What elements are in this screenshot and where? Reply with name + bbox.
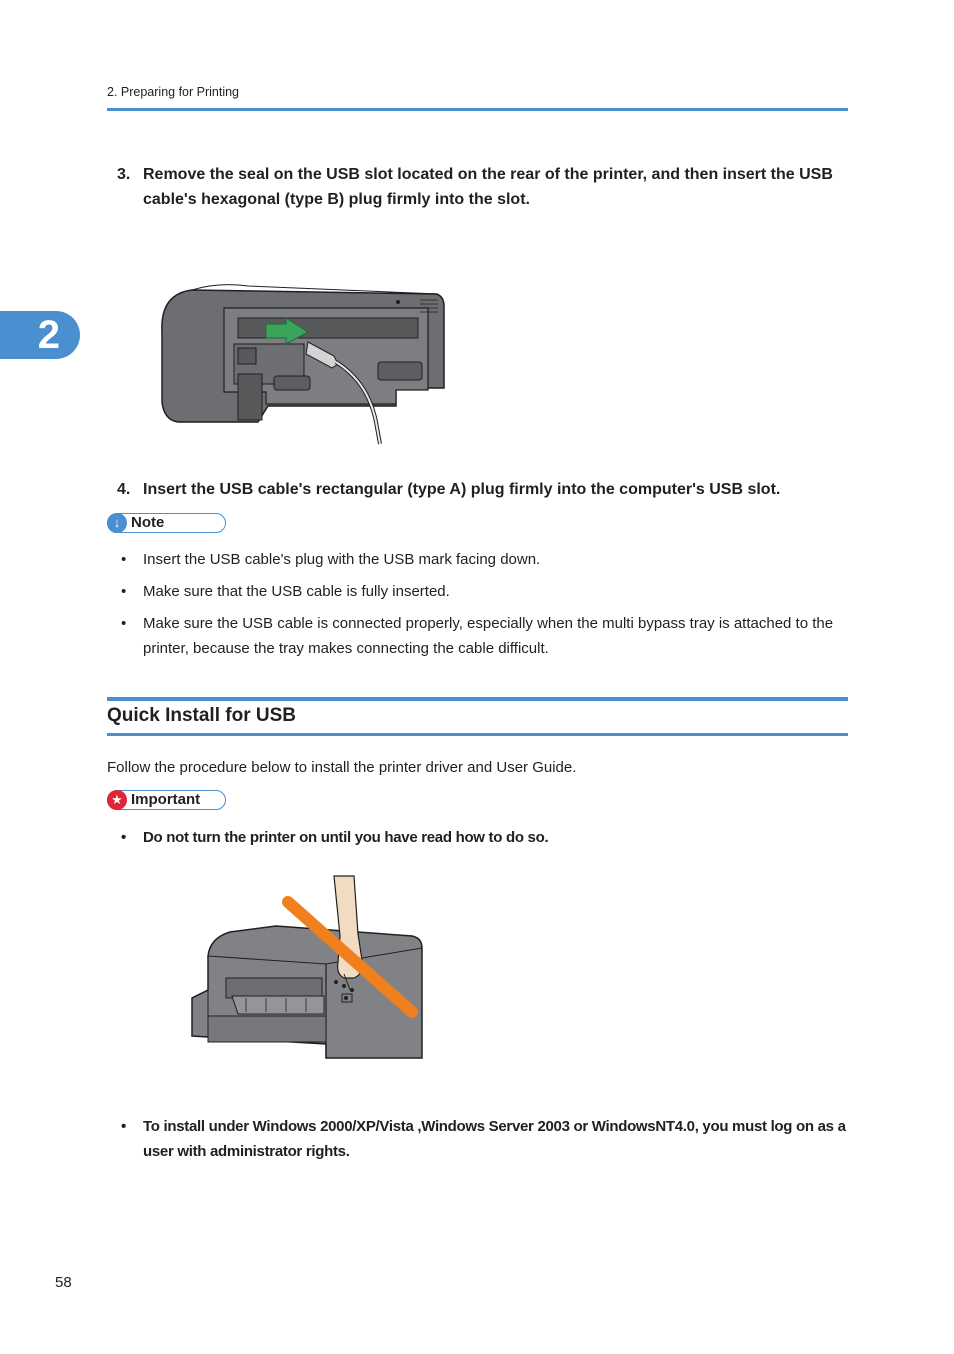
section-rule-top: [107, 697, 848, 701]
section-rule-bottom: [107, 733, 848, 736]
note-item: • Make sure the USB cable is connected properly, especially when the multi bypass tray is attached to the printer, because the tray makes connecting the cable difficult.: [121, 615, 834, 657]
header-rule: [107, 108, 848, 111]
important-item: • To install under Windows 2000/XP/Vista ,Windows Server 2003 or WindowsNT4.0, you must log on as a user with administrator rights.: [121, 1118, 846, 1160]
printer-rear-usb-illustration: [158, 272, 450, 448]
printer-power-prohibited-illustration: [186, 874, 430, 1066]
arrow-down-circle-icon: ↓: [107, 513, 127, 533]
breadcrumb: 2. Preparing for Printing: [107, 85, 240, 99]
chapter-tab: 2: [0, 311, 80, 359]
star-icon: ★: [107, 790, 127, 810]
page-number: 58: [55, 1274, 72, 1291]
step-text: Remove the seal on the USB slot located on the rear of the printer, and then insert the USB cable's hexagonal (type B) plug firmly into the slot.: [143, 166, 833, 208]
step-number: 4.: [117, 481, 131, 498]
important-label: Important: [131, 791, 201, 808]
step-3: [117, 162, 848, 212]
step-4: [117, 477, 848, 502]
section-title: Quick Install for USB: [107, 705, 296, 726]
step-number: 3.: [117, 166, 131, 183]
note-heading: [107, 513, 226, 533]
section-intro: Follow the procedure below to install the printer driver and User Guide.: [107, 759, 577, 776]
step-text: Insert the USB cable's rectangular (type A) plug firmly into the computer's USB slot.: [143, 481, 781, 498]
important-heading: [107, 790, 226, 810]
note-label: Note: [131, 514, 165, 531]
